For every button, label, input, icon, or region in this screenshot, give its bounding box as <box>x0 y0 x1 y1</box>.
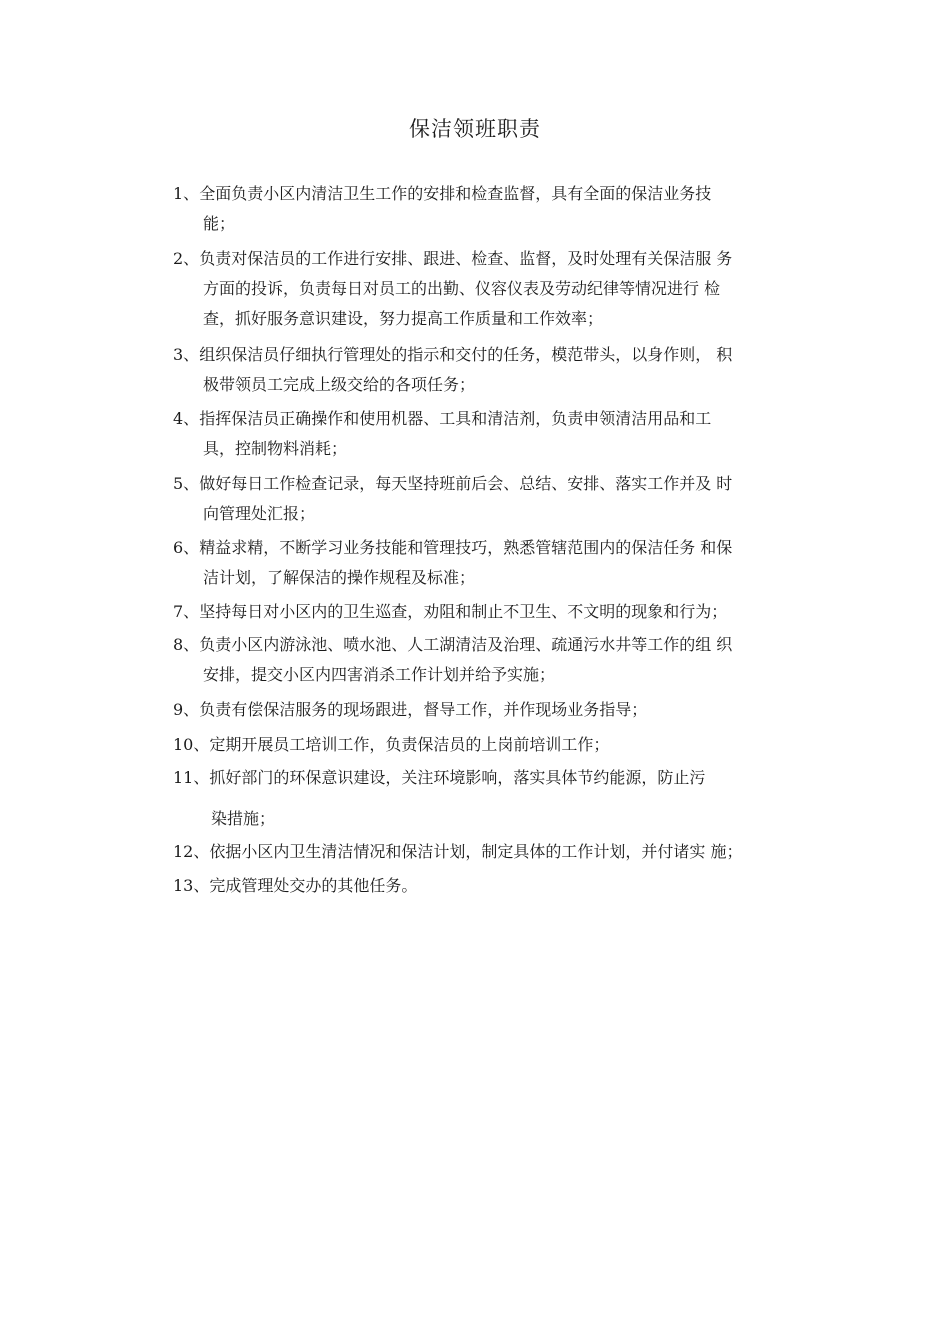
duty-number: 8、 <box>173 635 200 654</box>
duty-text: 指挥保洁员正确操作和使用机器、工具和清洁剂，负责申领清洁用品和工 <box>199 409 712 428</box>
duty-text-continued: 向管理处汇报； <box>203 504 316 523</box>
duty-text: 坚持每日对小区内的卫生巡查，劝阻和制止不卫生、不文明的现象和行为； <box>199 602 728 621</box>
duty-text: 负责有偿保洁服务的现场跟进，督导工作，并作现场业务指导； <box>199 700 648 719</box>
duty-text: 抓好部门的环保意识建设，关注环境影响，落实具体节约能源，防止污 <box>209 768 706 787</box>
duty-text-continued: 极带领员工完成上级交给的各项任务； <box>203 375 476 394</box>
duty-text-continued: 染措施； <box>211 809 276 828</box>
duty-item-10 <box>173 730 823 760</box>
duty-text-continued: 查，抓好服务意识建设，努力提高工作质量和工作效率； <box>203 309 604 328</box>
duty-item-2 <box>173 244 823 334</box>
duty-item-12 <box>173 837 823 867</box>
duty-item-9 <box>173 695 823 725</box>
duty-number: 4、 <box>173 409 200 428</box>
duty-text: 依据小区内卫生清洁情况和保洁计划，制定具体的工作计划，并付诸实 施； <box>209 842 743 861</box>
duty-text: 完成管理处交办的其他任务。 <box>209 876 418 895</box>
duty-item-7 <box>173 597 823 627</box>
duty-number: 1、 <box>173 184 200 203</box>
duty-item-1 <box>173 179 823 239</box>
duty-number: 7、 <box>173 602 200 621</box>
duty-text-continued: 洁计划，了解保洁的操作规程及标准； <box>203 568 476 587</box>
duty-number: 3、 <box>173 345 200 364</box>
duty-text-continued: 具，控制物料消耗； <box>203 439 348 458</box>
duty-text-continued: 安排，提交小区内四害消杀工作计划并给予实施； <box>203 665 556 684</box>
duty-item-13 <box>173 871 823 901</box>
duty-item-11-continued <box>173 804 823 834</box>
duty-text-continued: 能； <box>203 214 236 233</box>
duty-number: 10、 <box>173 735 210 754</box>
duty-text: 定期开展员工培训工作，负责保洁员的上岗前培训工作； <box>209 735 610 754</box>
duty-number: 5、 <box>173 474 200 493</box>
duty-text: 负责小区内游泳池、喷水池、人工湖清洁及治理、疏通污水井等工作的组 织 <box>199 635 733 654</box>
duty-number: 12、 <box>173 842 210 861</box>
duty-text: 做好每日工作检查记录，每天坚持班前后会、总结、安排、落实工作并及 时 <box>199 474 733 493</box>
duty-number: 11、 <box>173 768 210 787</box>
duty-text-continued: 方面的投诉，负责每日对员工的出勤、仪容仪表及劳动纪律等情况进行 检 <box>203 279 721 298</box>
duty-item-4 <box>173 404 823 464</box>
duty-number: 9、 <box>173 700 200 719</box>
duty-text: 精益求精，不断学习业务技能和管理技巧，熟悉管辖范围内的保洁任务 和保 <box>199 538 733 557</box>
document-title: 保洁领班职责 <box>409 117 541 141</box>
duty-item-6 <box>173 533 823 593</box>
duty-text: 负责对保洁员的工作进行安排、跟进、检查、监督，及时处理有关保洁服 务 <box>199 249 733 268</box>
duty-text: 全面负责小区内清洁卫生工作的安排和检查监督，具有全面的保洁业务技 <box>199 184 712 203</box>
duty-item-11 <box>173 763 823 793</box>
duty-number: 13、 <box>173 876 210 895</box>
duty-item-8 <box>173 630 823 690</box>
duty-item-3 <box>173 340 823 400</box>
duty-number: 6、 <box>173 538 200 557</box>
duty-text: 组织保洁员仔细执行管理处的指示和交付的任务，模范带头，以身作则， 积 <box>199 345 733 364</box>
duty-number: 2、 <box>173 249 200 268</box>
duty-item-5 <box>173 469 823 529</box>
